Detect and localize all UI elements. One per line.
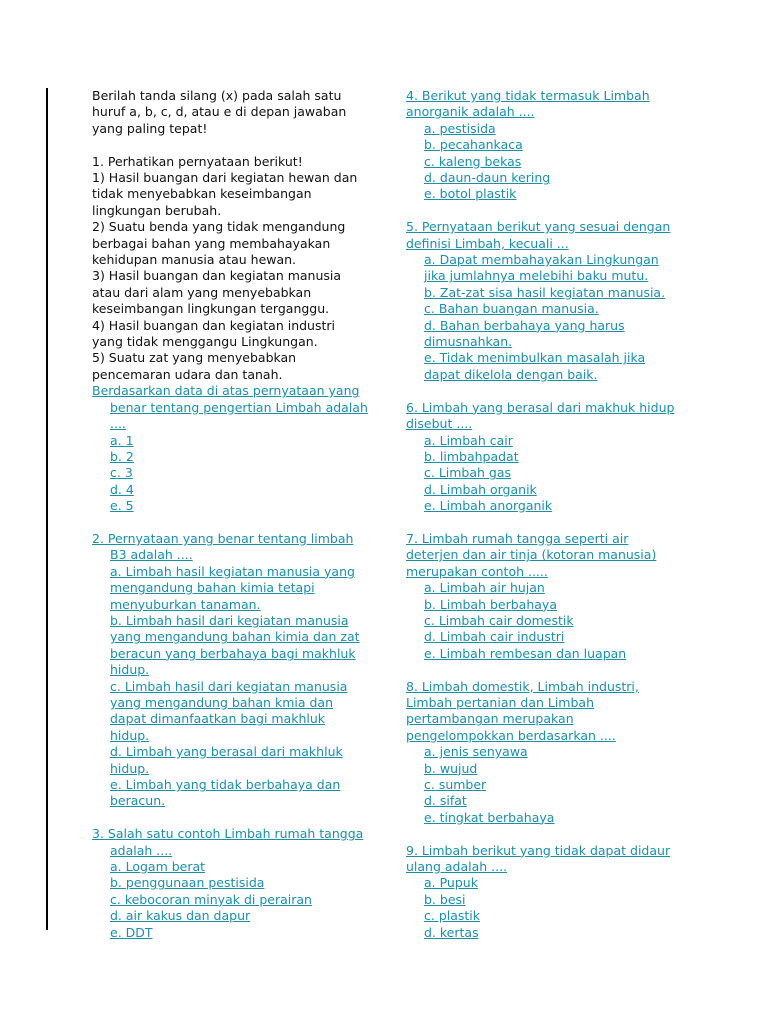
question-5-option-a[interactable]: a. Dapat membahayakan Lingkungan jika jumlahnya melebihi baku mutu.: [424, 252, 659, 284]
question-4-option-d[interactable]: d. daun-daun kering: [424, 170, 551, 186]
question-3-option-c[interactable]: c. kebocoran minyak di perairan: [110, 891, 312, 907]
question-1-text[interactable]: Berdasarkan data di atas pernyataan yang benar tentang pengertian Limbah adalah ....: [92, 383, 368, 432]
question-8-option-e[interactable]: e. tingkat berbahaya: [424, 809, 555, 825]
question-7-option-e[interactable]: e. Limbah rembesan dan luapan: [424, 645, 627, 661]
question-5-option-e[interactable]: e. Tidak menimbulkan masalah jika dapat dikelola dengan baik.: [424, 350, 646, 382]
question-2-text[interactable]: 2. Pernyataan yang benar tentang limbah B3 adalah ....: [92, 530, 354, 563]
question-8-text[interactable]: 8. Limbah domestik, Limbah industri, Limbah pertanian dan Limbah pertambangan merupakan pengelompokkan berdasarkan ....: [406, 678, 639, 743]
question-1-statement: 3) Hasil buangan dan kegiatan manusia atau dari alam yang menyebabkan keseimbangan lingkungan terganggu.: [92, 268, 342, 317]
question-5-text[interactable]: 5. Pernyataan berikut yang sesuai dengan definisi Limbah, kecuali ...: [406, 219, 671, 251]
question-1-statement: 5) Suatu zat yang menyebabkan pencemaran udara dan tanah.: [92, 350, 297, 382]
question-5-option-b[interactable]: b. Zat-zat sisa hasil kegiatan manusia.: [424, 284, 666, 300]
question-2-option-e[interactable]: e. Limbah yang tidak berbahaya dan beracun.: [110, 777, 341, 809]
question-1-statement: 1) Hasil buangan dari kegiatan hewan dan tidak menyebabkan keseimbangan lingkungan berubah.: [92, 170, 358, 218]
question-4-text[interactable]: 4. Berikut yang tidak termasuk Limbah anorganik adalah ....: [406, 88, 650, 120]
question-5-option-c[interactable]: c. Bahan buangan manusia.: [424, 301, 599, 317]
question-3-option-d[interactable]: d. air kakus dan dapur: [110, 908, 251, 924]
question-2-option-a[interactable]: a. Limbah hasil kegiatan manusia yang mengandung bahan kimia tetapi menyuburkan tanaman.: [110, 563, 355, 612]
question-2-option-b[interactable]: b. Limbah hasil dari kegiatan manusia yang mengandung bahan kimia dan zat beracun yang berbahaya bagi makhluk hidup.: [110, 612, 360, 678]
question-1-option-e[interactable]: e. 5: [110, 498, 134, 514]
question-1-option-d[interactable]: d. 4: [110, 481, 134, 497]
question-3-option-a[interactable]: a. Logam berat: [110, 859, 206, 875]
question-1-statement: 4) Hasil buangan dan kegiatan industri yang tidak menggangu Lingkungan.: [92, 317, 335, 350]
question-7-option-a[interactable]: a. Limbah air hujan: [424, 580, 545, 596]
question-1-intro: 1. Perhatikan pernyataan berikut!: [92, 153, 303, 169]
question-6-option-c[interactable]: c. Limbah gas: [424, 465, 512, 481]
question-7-option-b[interactable]: b. Limbah berbahaya: [424, 596, 557, 612]
question-7-option-c[interactable]: c. Limbah cair domestik: [424, 612, 574, 628]
instruction-text: Berilah tanda silang (x) pada salah satu huruf a, b, c, d, atau e di depan jawaban yang paling tepat!: [92, 88, 347, 136]
question-1-option-b[interactable]: b. 2: [110, 448, 134, 464]
right-column: [406, 88, 682, 941]
question-9-text[interactable]: 9. Limbah berikut yang tidak dapat didaur ulang adalah ....: [406, 842, 671, 875]
question-8-option-a[interactable]: a. jenis senyawa: [424, 744, 528, 760]
question-3-text[interactable]: 3. Salah satu contoh Limbah rumah tangga adalah ....: [92, 826, 364, 858]
question-4-option-e[interactable]: e. botol plastik: [424, 186, 517, 202]
question-5-option-d[interactable]: d. Bahan berbahaya yang harus dimusnahkan.: [424, 317, 625, 350]
question-9-option-d[interactable]: d. kertas: [424, 924, 479, 940]
question-1-statement: 2) Suatu benda yang tidak mengandung berbagai bahan yang membahayakan kehidupan manusia atau hewan.: [92, 219, 346, 268]
question-9-option-b[interactable]: b. besi: [424, 891, 466, 907]
question-8-option-b[interactable]: b. wujud: [424, 760, 478, 776]
question-7-option-d[interactable]: d. Limbah cair industri: [424, 629, 565, 645]
question-4-option-a[interactable]: a. pestisida: [424, 120, 496, 136]
question-1-option-c[interactable]: c. 3: [110, 465, 133, 481]
left-column: [92, 88, 368, 941]
question-6-option-b[interactable]: b. limbahpadat: [424, 448, 519, 464]
question-2-option-c[interactable]: c. Limbah hasil dari kegiatan manusia yang mengandung bahan kmia dan dapat dimanfaatkan bagi makhluk hidup.: [110, 678, 348, 743]
question-6-option-a[interactable]: a. Limbah cair: [424, 432, 513, 448]
question-6-option-e[interactable]: e. Limbah anorganik: [424, 498, 553, 514]
question-4-option-c[interactable]: c. kaleng bekas: [424, 153, 522, 169]
question-7-text[interactable]: 7. Limbah rumah tangga seperti air deterjen dan air tinja (kotoran manusia) merupakan contoh .....: [406, 530, 657, 579]
question-3-option-e[interactable]: e. DDT: [110, 924, 153, 940]
question-4-option-b[interactable]: b. pecahankaca: [424, 137, 523, 153]
question-9-option-a[interactable]: a. Pupuk: [424, 875, 478, 891]
question-6-text[interactable]: 6. Limbah yang berasal dari makhuk hidup disebut ....: [406, 399, 675, 432]
margin-rule: [46, 88, 48, 930]
question-3-option-b[interactable]: b. penggunaan pestisida: [110, 875, 265, 891]
question-1-option-a[interactable]: a. 1: [110, 432, 134, 448]
question-8-option-c[interactable]: c. sumber: [424, 777, 487, 792]
question-8-option-d[interactable]: d. sifat: [424, 793, 467, 809]
question-2-option-d[interactable]: d. Limbah yang berasal dari makhluk hidup.: [110, 744, 343, 776]
question-6-option-d[interactable]: d. Limbah organik: [424, 481, 537, 497]
question-9-option-c[interactable]: c. plastik: [424, 908, 481, 924]
